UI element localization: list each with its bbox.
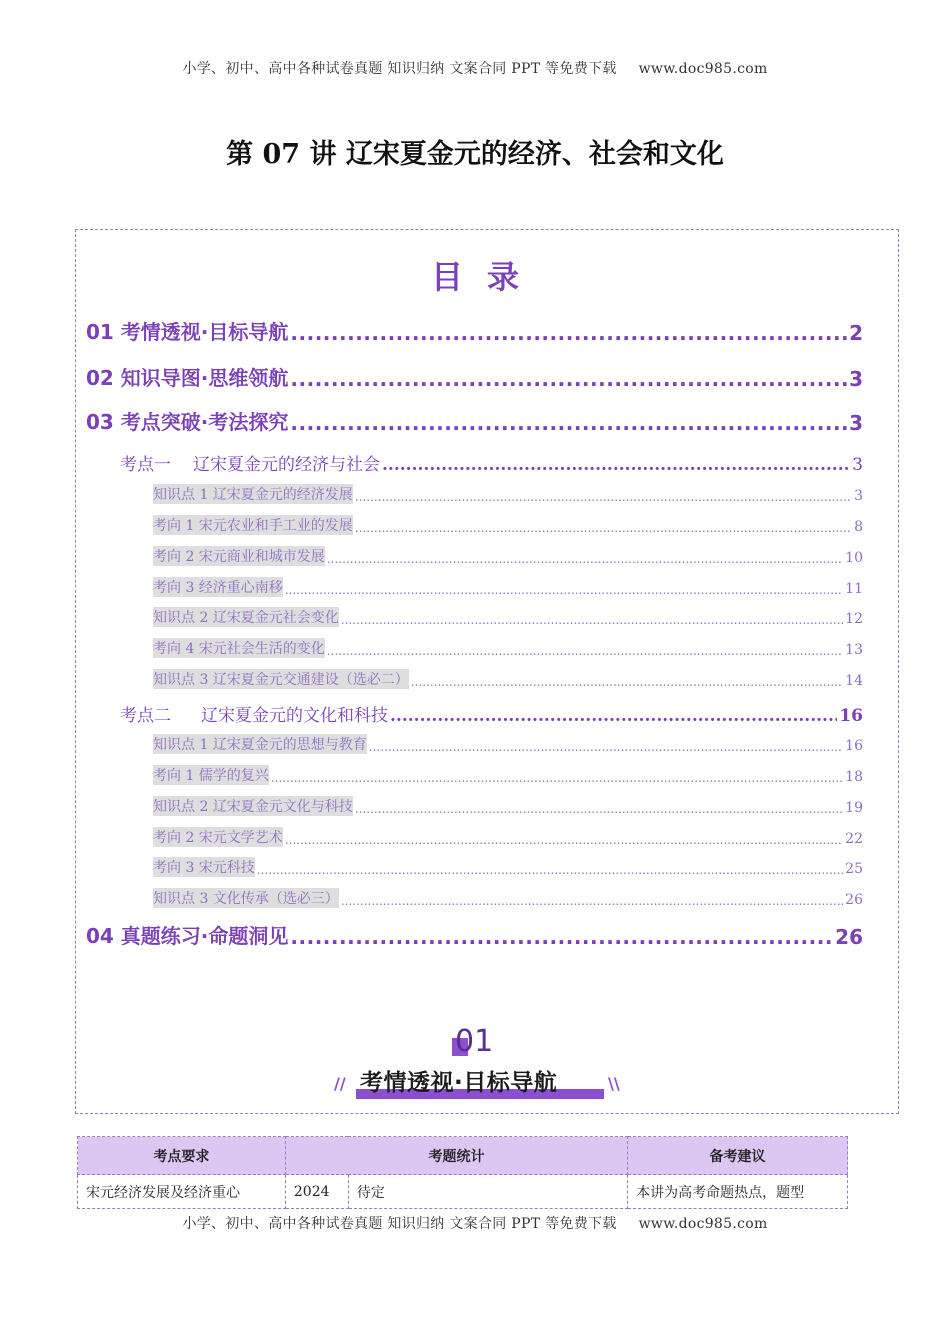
table-header-row [78,1137,848,1175]
header-text: 小学、初中、高中各种试卷真题 知识归纳 文案合同 PPT 等免费下载 [182,61,617,77]
toc-entry-page: 3 [849,367,863,391]
header-url[interactable]: www.doc985.com [638,61,768,77]
toc-entry-page: 18 [845,769,863,785]
toc-entry-label: 考向 2 宋元文学艺术 [153,827,283,847]
toc-entry-page: 12 [845,611,863,627]
toc-entry-label: 考点二 辽宋夏金元的文化和科技 [120,706,388,726]
toc-leader-dots [290,925,833,949]
toc-entry-label: 考向 3 经济重心南移 [153,577,283,597]
toc-entry-label: 考向 2 宋元商业和城市发展 [153,546,325,566]
badge-right-slash: \\ [608,1074,620,1093]
badge-left-slash: // [334,1074,346,1093]
toc-entry-zsd-2-3[interactable] [153,888,863,908]
toc-leader-dots [341,613,843,627]
toc-entry-03[interactable] [86,406,863,435]
toc-entry-page: 10 [845,550,863,566]
toc-entry-page: 14 [845,673,863,689]
toc-entry-04[interactable] [86,920,863,949]
toc-entry-label: 考点一 辽宋夏金元的经济与社会 [120,455,380,475]
footer-url[interactable]: www.doc985.com [638,1216,768,1232]
toc-entry-kx-1[interactable] [153,515,863,535]
toc-leader-dots [411,675,843,689]
toc-leader-dots [355,802,843,816]
toc-entry-page: 26 [835,925,863,949]
toc-heading: 目录 [430,258,543,296]
toc-leader-dots [327,644,843,658]
toc-entry-zsd-2[interactable] [153,607,863,627]
toc-entry-page: 2 [849,321,863,345]
toc-entry-01[interactable] [86,316,863,345]
toc-leader-dots [285,833,843,847]
toc-entry-kx-2[interactable] [153,546,863,566]
exam-plan-table [77,1136,848,1209]
toc-entry-page: 16 [839,706,863,726]
toc-entry-label: 考向 4 宋元社会生活的变化 [153,638,325,658]
toc-leader-dots [355,521,852,535]
toc-entry-label: 04 真题练习·命题洞见 [86,924,289,948]
toc-entry-zsd-2-1[interactable] [153,734,863,754]
toc-entry-page: 19 [845,800,863,816]
table-header-cell: 考题统计 [285,1137,627,1175]
toc-entry-page: 22 [845,831,863,847]
toc-entry-zsd-1[interactable] [153,484,863,504]
toc-entry-zsd-3[interactable] [153,669,863,689]
toc-entry-02[interactable] [86,362,863,391]
footer-text: 小学、初中、高中各种试卷真题 知识归纳 文案合同 PPT 等免费下载 [182,1216,617,1232]
toc-entry-label: 知识点 2 辽宋夏金元文化与科技 [153,796,353,816]
toc-entry-page: 3 [854,488,863,504]
toc-leader-dots [369,740,843,754]
document-title: 第 07 讲 辽宋夏金元的经济、社会和文化 [226,139,724,170]
toc-leader-dots [285,583,843,597]
table-cell: 宋元经济发展及经济重心 [78,1175,286,1209]
table-cell: 2024 [285,1175,348,1209]
toc-entry-page: 11 [845,581,863,597]
toc-entry-label: 01 考情透视·目标导航 [86,320,289,344]
toc-leader-dots [257,863,843,877]
badge-number: 01 [455,1024,494,1059]
toc-entry-label: 知识点 2 辽宋夏金元社会变化 [153,607,339,627]
toc-entry-label: 考向 1 宋元农业和手工业的发展 [153,515,353,535]
toc-entry-page: 13 [845,642,863,658]
toc-leader-dots [271,771,843,785]
page-header [0,58,950,78]
toc-entry-label: 知识点 3 辽宋夏金元交通建设（选必二） [153,669,409,689]
toc-leader-dots [341,894,843,908]
toc-entry-kx-2-2[interactable] [153,827,863,847]
toc-entry-kx-4[interactable] [153,638,863,658]
section-badge [0,1024,950,1104]
badge-title: 考情透视·目标导航 [360,1070,558,1096]
toc-leader-dots [290,321,847,345]
toc-entry-zsd-2-2[interactable] [153,796,863,816]
toc-entry-kx-2-3[interactable] [153,857,863,877]
toc-entry-page: 3 [852,455,863,475]
toc-entry-kaodian-2[interactable] [120,701,863,726]
toc-leader-dots [290,367,847,391]
toc-entry-page: 26 [845,892,863,908]
toc-entry-kaodian-1[interactable] [120,450,863,475]
toc-leader-dots [327,552,843,566]
page-footer [0,1213,950,1233]
toc-entry-page: 16 [845,738,863,754]
toc-leader-dots [355,490,852,504]
toc-entry-label: 知识点 1 辽宋夏金元的经济发展 [153,484,353,504]
table-cell: 待定 [348,1175,627,1209]
table-header-cell: 考点要求 [78,1137,286,1175]
toc-entry-label: 知识点 1 辽宋夏金元的思想与教育 [153,734,367,754]
toc-leader-dots [290,411,847,435]
toc-entry-kx-3[interactable] [153,577,863,597]
toc-leader-dots [382,455,850,475]
table-cell: 本讲为高考命题热点，题型 [628,1175,848,1209]
toc-entry-kx-2-1[interactable] [153,765,863,785]
table-header-cell: 备考建议 [628,1137,848,1175]
toc-entry-label: 03 考点突破·考法探究 [86,410,289,434]
toc-leader-dots [390,706,837,726]
toc-entry-label: 知识点 3 文化传承（选必三） [153,888,339,908]
toc-entry-label: 考向 1 儒学的复兴 [153,765,269,785]
toc-entry-page: 25 [845,861,863,877]
toc-entry-label: 考向 3 宋元科技 [153,857,255,877]
toc-entry-page: 3 [849,411,863,435]
table-row [78,1175,848,1209]
toc-entry-page: 8 [854,519,863,535]
toc-entry-label: 02 知识导图·思维领航 [86,366,289,390]
